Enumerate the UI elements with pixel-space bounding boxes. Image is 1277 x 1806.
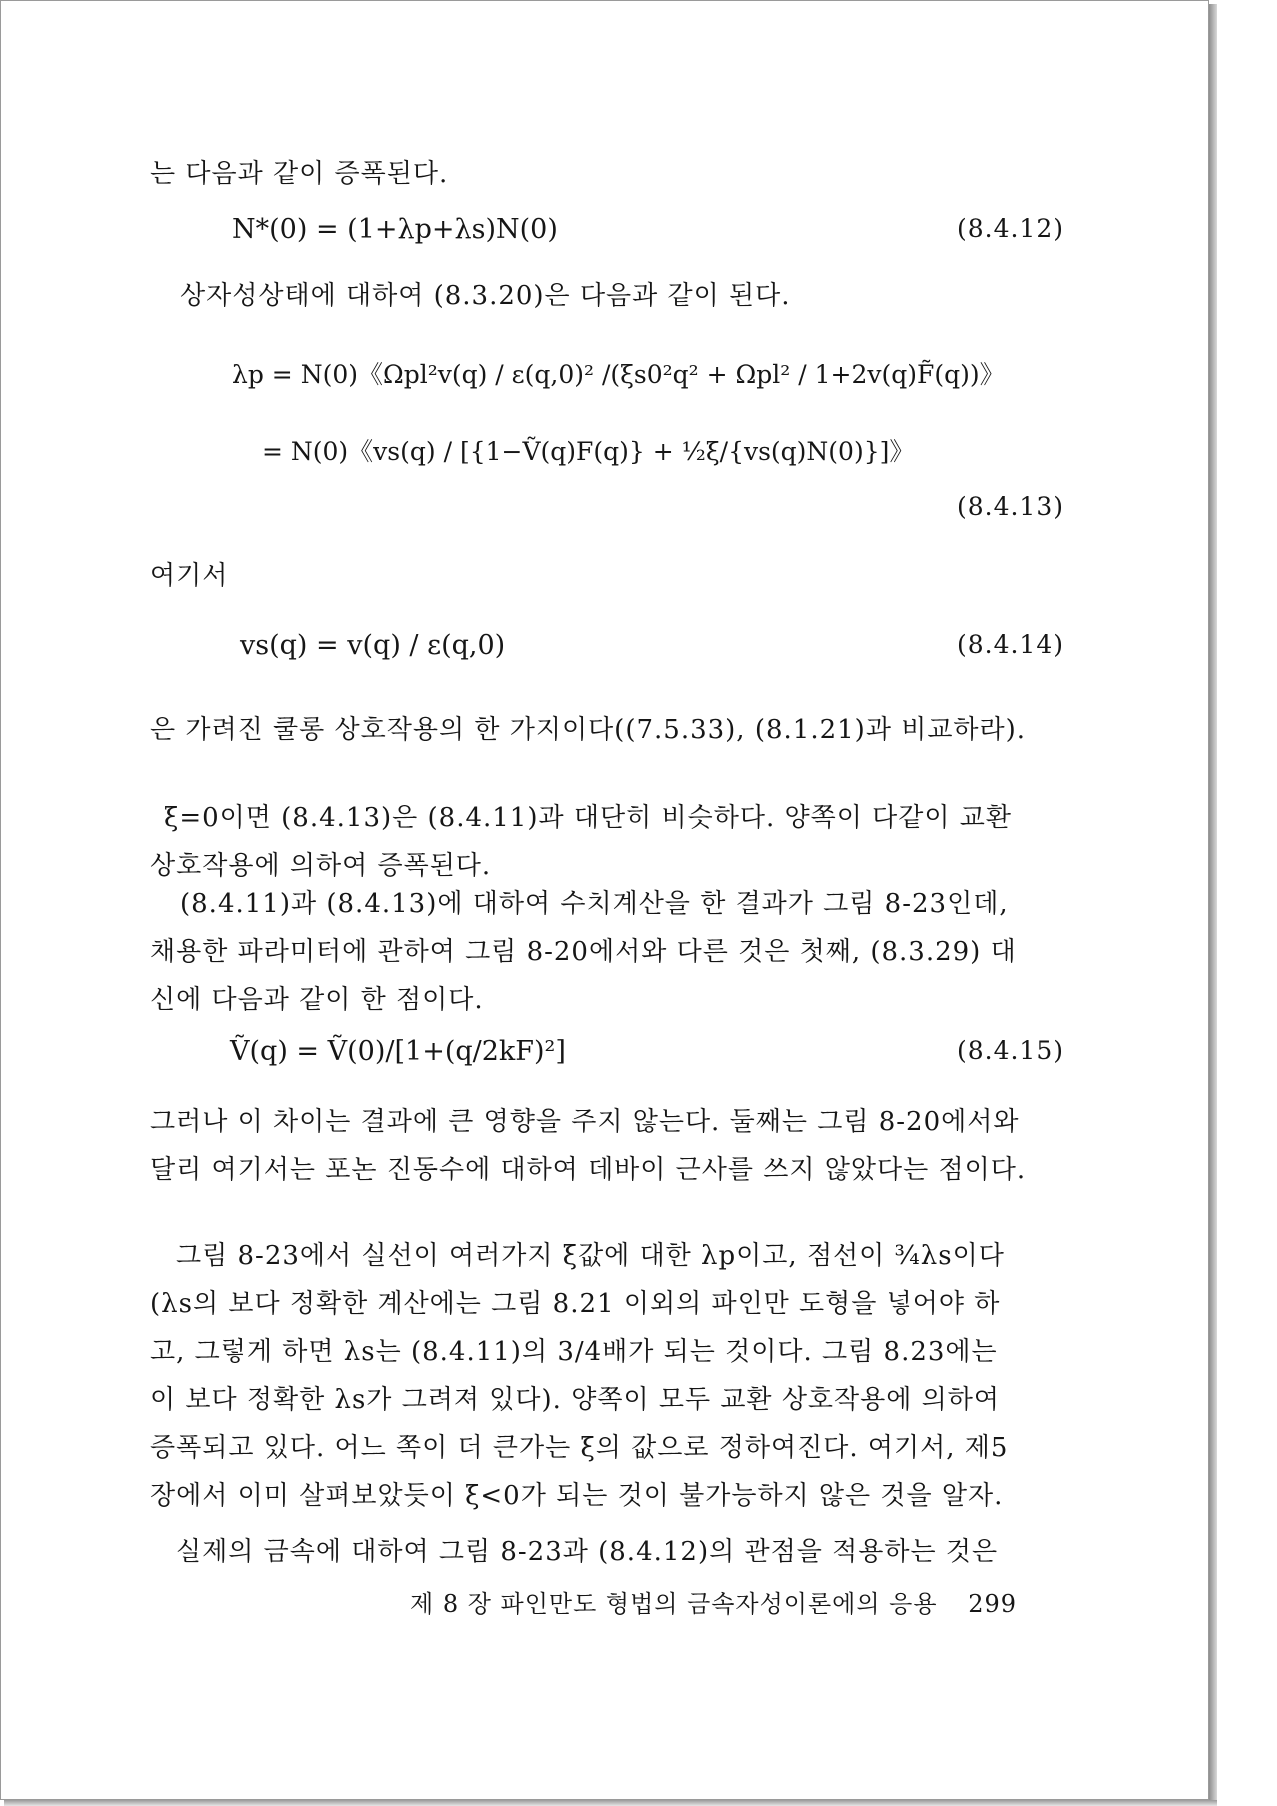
footer-chapter-title: 제 8 장 파인만도 형법의 금속자성이론에의 응용 (410, 1590, 938, 1618)
paragraph-6: 실제의 금속에 대하여 그림 8-23과 (8.4.12)의 관점을 적용하는 것은 (176, 1537, 999, 1567)
paragraph-2: ξ=0이면 (8.4.13)은 (8.4.11)과 대단히 비슷하다. 양쪽이 다같이 교환 상호작용에 의하여 증폭된다. (150, 803, 1012, 881)
paragraph-1: 은 가려진 쿨롱 상호작용의 한 가지이다((7.5.33), (8.1.21)과 비교하라). (150, 715, 1027, 745)
equation-8-4-15: Ṽ(q) = Ṽ(0)/[1+(q/2kF)²] (230, 1036, 566, 1067)
text-line-2: 상자성상태에 대하여 (8.3.20)은 다음과 같이 된다. (180, 281, 791, 311)
page-shadow-right (1209, 4, 1217, 1804)
equation-number-8-4-14: (8.4.14) (956, 630, 1064, 659)
page-number: 299 (968, 1590, 1017, 1618)
paragraph-5: 그림 8-23에서 실선이 여러가지 ξ값에 대한 λp이고, 점선이 ¾λs이다 (λs의 보다 정확한 계산에는 그림 8.21 이외의 파인만 도형을 넣어야 하고, 그렇게 하면 λs는 (8.4.11)의 3/4배가 되는 것이다. 그림 8.23에는 이 보다 정확한 λs가 그려져 있다). 양쪽이 모두 교환 상호작용에 의하여 증폭되고 있다. 어느 쪽이 더 큰가는 ξ의 값으로 정하여진다. 여기서, 제5장에서 이미 살펴보았듯이 ξ<0가 되는 것이 불가능하지 않은 것을 알자. (150, 1241, 1009, 1511)
paragraph-4: 그러나 이 차이는 결과에 큰 영향을 주지 않는다. 둘째는 그림 8-20에서와 달리 여기서는 포논 진동수에 대하여 데바이 근사를 쓰지 않았다는 점이다. (150, 1107, 1027, 1185)
equation-number-8-4-13: (8.4.13) (956, 492, 1064, 521)
page-shadow-bottom (4, 1800, 1217, 1806)
paragraph-3: (8.4.11)과 (8.4.13)에 대하여 수치계산을 한 결과가 그림 8-23인데, 채용한 파라미터에 관하여 그림 8-20에서와 다른 것은 첫째, (8.3.29) 대신에 다음과 같이 한 점이다. (150, 889, 1017, 1015)
equation-8-4-12: N*(0) = (1+λp+λs)N(0) (232, 214, 558, 245)
equation-8-4-13-line-1: λp = N(0)《Ωpl²v(q) / ε(q,0)² /(ξs0²q² + Ωpl² / 1+2v(q)F̃(q))》 (232, 360, 1005, 389)
text-line-3: 여기서 (150, 561, 229, 591)
equation-number-8-4-12: (8.4.12) (956, 214, 1064, 243)
equation-8-4-14: vs(q) = v(q) / ε(q,0) (240, 630, 506, 661)
equation-number-8-4-15: (8.4.15) (956, 1036, 1064, 1065)
text-line-1: 는 다음과 같이 증폭된다. (150, 159, 449, 189)
page-footer (410, 1584, 1017, 1619)
equation-8-4-13-line-2: = N(0)《vs(q) / [{1−Ṽ(q)F(q)} + ½ξ/{vs(q)N(0)}]》 (262, 437, 915, 466)
